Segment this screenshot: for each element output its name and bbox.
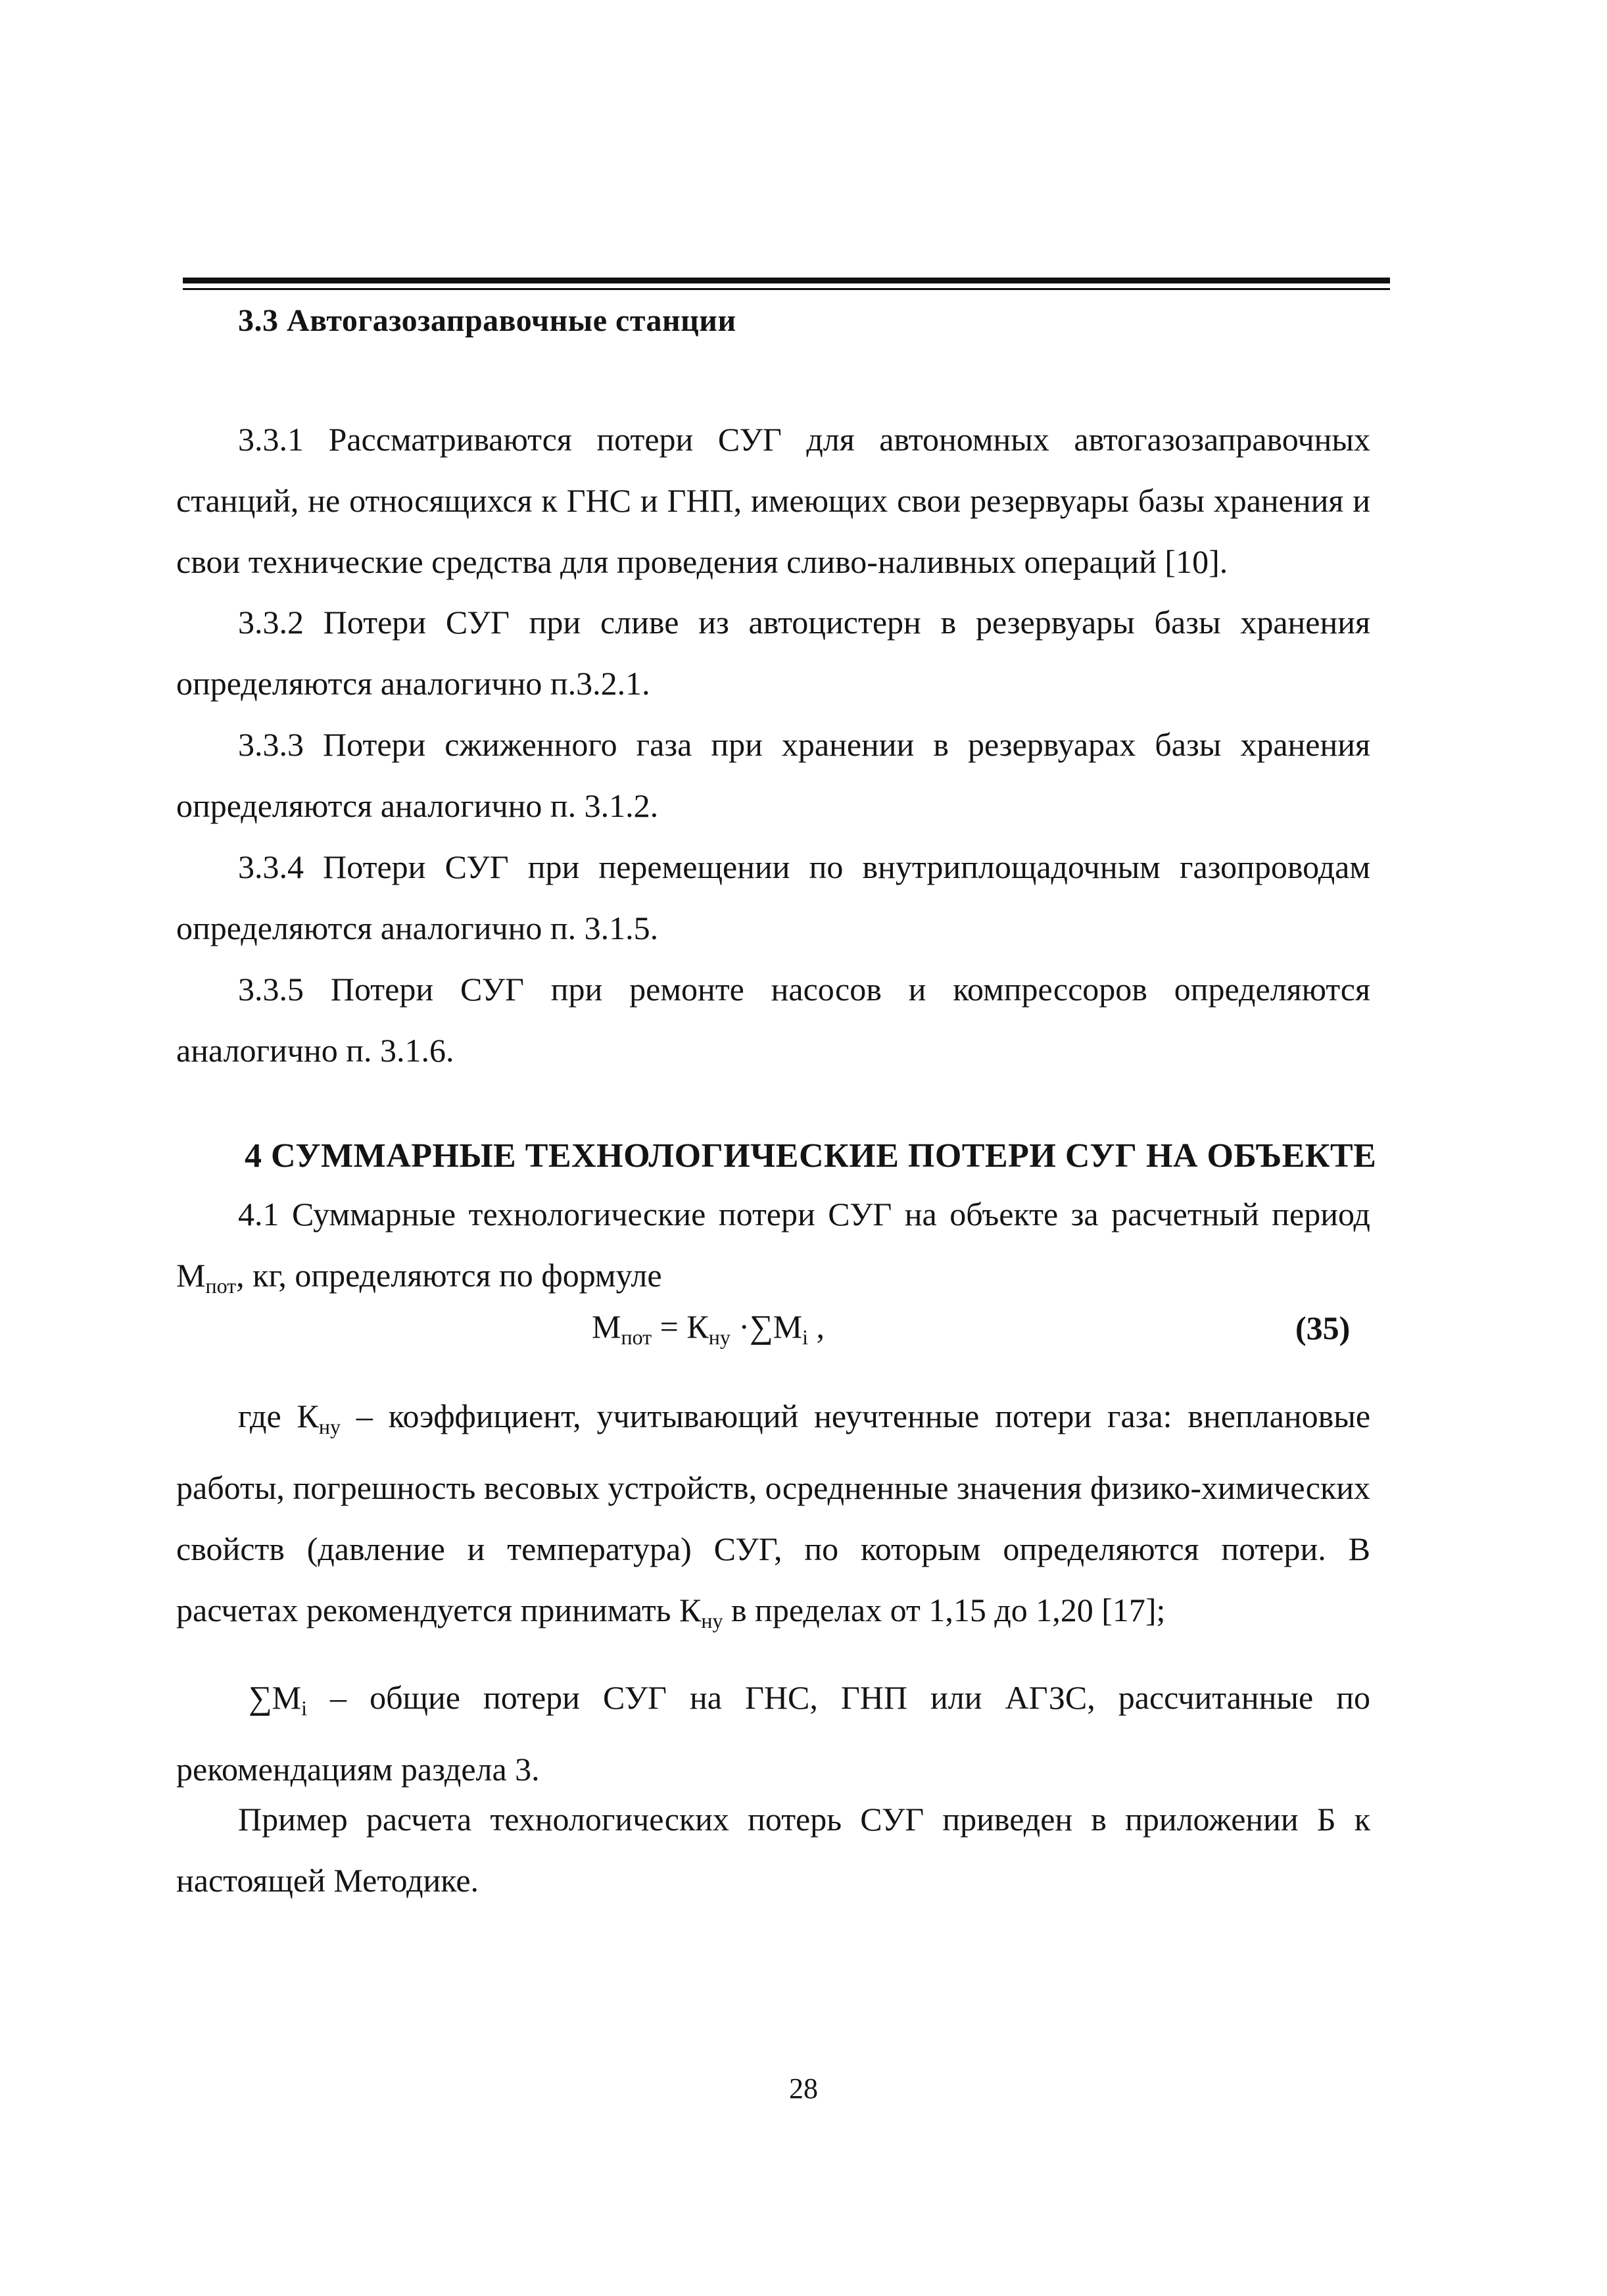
paragraph-4-1-text-end: , кг, определяются по формуле [236,1257,662,1294]
formula-equals-k: = К [652,1308,709,1345]
formula-tail: , [808,1308,825,1345]
where-text-1: где К [238,1398,319,1434]
formula-number: (35) [1295,1309,1351,1346]
paragraph-4-1-text: 4.1 Суммарные технологические потери СУГ на объекте за расчетный период М [176,1196,1370,1294]
where-text-2: – коэффициент, учитывающий неучтенные потери газа: внеплановые работы, погрешность весовых устройств, осредненные значения физико-химических свойств (давление и температура) СУГ, по которым определяются потери. В расчетах рекомендуется принимать К [176,1398,1371,1628]
paragraph-4-1-subscript: пот [205,1274,237,1298]
page-number: 28 [789,2072,818,2105]
formula-m-subscript: пот [621,1325,652,1349]
where-subscript-1: ну [318,1415,341,1438]
sum-symbol: ∑М [249,1679,302,1716]
paragraph-example: Пример расчета технологических потерь СУГ приведен в приложении Б к настоящей Методике. [176,1801,1370,1899]
formula-m: М [592,1308,621,1345]
header-rule-thick [183,278,1390,283]
formula-sum: ·∑М [730,1308,803,1345]
paragraph-3-3-1: 3.3.1 Рассматриваются потери СУГ для автономных автогазозаправочных станций, не относящихся к ГНС и ГНП, имеющих свои резервуары базы хранения и свои технические средства для проведения сливо-наливных операций [10]. [176,421,1370,580]
sum-text: – общие потери СУГ на ГНС, ГНП или АГЗС, рассчитанные по рекомендациям раздела 3. [176,1679,1370,1788]
section-heading-3-3: 3.3 Автогазозаправочные станции [238,303,736,338]
formula-i-subscript: i [802,1325,808,1349]
formula-k-subscript: ну [708,1325,731,1349]
paragraph-3-3-5: 3.3.5 Потери СУГ при ремонте насосов и компрессоров определяются аналогично п. 3.1.6. [176,971,1370,1069]
paragraph-4-1 [176,1184,1370,1317]
where-subscript-2: ну [701,1609,723,1632]
formula-35 [592,1307,825,1350]
header-rule-thin [183,288,1390,290]
paragraph-3-3-4: 3.3.4 Потери СУГ при перемещении по внутриплощадочным газопроводам определяются аналогично п. 3.1.5. [176,848,1370,946]
paragraph-3-3-2: 3.3.2 Потери СУГ при сливе из автоцистерн в резервуары базы хранения определяются аналогично п.3.2.1. [176,604,1370,702]
sum-subscript: i [301,1696,307,1720]
paragraph-3-3-3: 3.3.3 Потери сжиженного газа при хранении в резервуарах базы хранения определяются аналогично п. 3.1.2. [176,726,1370,824]
paragraph-where [176,1386,1370,1651]
section-heading-4: 4 СУММАРНЫЕ ТЕХНОЛОГИЧЕСКИЕ ПОТЕРИ СУГ НА ОБЪЕКТЕ [245,1137,1377,1175]
where-text-3: в пределах от 1,15 до 1,20 [17]; [723,1592,1166,1628]
paragraph-sum-definition [176,1667,1370,1800]
